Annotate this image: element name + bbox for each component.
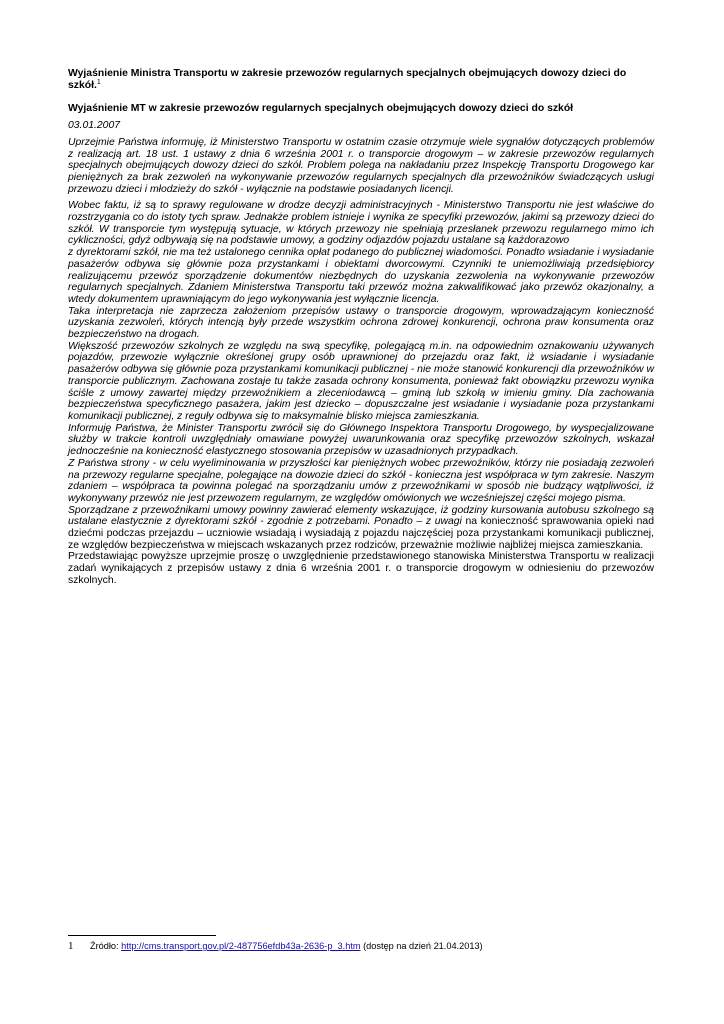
paragraph-3: z dyrektorami szkół, nie ma też ustalonego cennika opłat podanego do publicznej wiadomości. Ponadto wsiadanie i wysiadanie pasażerów odbywa się głównie poza przystankami i obiektami dworcowymi. Czynniki te uniemożliwiają przedsiębiorcy realizującemu przewóz sporządzenie dokumentów niezbędnych do uzyskania zezwolenia na wykonywanie przewozów regularnych specjalnych. Zdaniem Ministerstwa Transportu taki przewóz można zakwalifikować jako przewóz okazjonalny, a wtedy dokumentem uprawniającym do jego wykonywania jest wyłącznie licencja. <box>68 247 654 305</box>
document-body <box>68 68 654 587</box>
footnote-source-link[interactable]: http://cms.transport.gov.pl/2-487756efdb43a-2636-p_3.htm <box>121 941 361 951</box>
document-date: 03.01.2007 <box>68 120 121 132</box>
document-title: Wyjaśnienie Ministra Transportu w zakresie przewozów regularnych specjalnych obejmujących dowozy dzieci do szkół.$^1$ <box>68 68 627 91</box>
paragraph-4: Taka interpretacja nie zaprzecza założeniom przepisów ustawy o transporcie drogowym, wprowadzającym konieczność uzyskania zezwoleń, których intencją były przede wszystkim ochrona zdrowej konkurencji, ochrona praw konsumenta oraz bezpieczeństwo na drogach. <box>68 305 654 341</box>
paragraph-8 <box>68 505 654 552</box>
footnote <box>68 941 654 952</box>
footnote-reference[interactable]: 1 <box>96 78 101 86</box>
footnote-label: Źródło: <box>90 941 122 951</box>
paragraph-8-italic-part: Sporządzane z przewoźnikami umowy powinny zawierać elementy wskazujące, iż godziny kursowania autobusu szkolnego są ustalane elastycznie z dyrektorami szkół - zgodnie z potrzebami. Ponadto – z uwagi <box>68 504 654 528</box>
footnote-access-date: (dostęp na dzień 21.04.2013) <box>360 941 483 951</box>
footnote-divider <box>68 935 216 936</box>
section-heading: Wyjaśnienie MT w zakresie przewozów regularnych specjalnych obejmujących dowozy dzieci do szkół <box>68 103 574 115</box>
paragraph-7: Z Państwa strony - w celu wyeliminowania w przyszłości kar pieniężnych wobec przewoźników, którzy nie posiadają zezwoleń na przewozy regularne specjalne, polegające na dowozie dzieci do szkół - konieczna jest współpraca w tym zakresie. Naszym zdaniem – współpraca ta powinna polegać na sporządzaniu umów z przewoźnikami w sposób nie budzący wątpliwości, iż wykonywany przewóz nie jest przewozem regularnym, ze względów omówionych we wcześniejszej części mojego pisma. <box>68 457 654 504</box>
paragraph-1: Uprzejmie Państwa informuję, iż Ministerstwo Transportu w ostatnim czasie otrzymuje wiele sygnałów dotyczących problemów z realizacją art. 18 ust. 1 ustawy z dnia 6 września 2001 r. o transporcie drogowym – w zakresie przewozów regularnych specjalnych obejmujących dowozy dzieci do szkół. Problem polega na nakładaniu przez Inspekcję Transportu Drogowego kar pieniężnych za brak zezwoleń na wykonywanie przewozów regularnych specjalnych dla przewoźników świadczących usługi przewozu dzieci i młodzieży do szkół - wyłącznie na podstawie posiadanych licencji. <box>68 136 654 195</box>
paragraph-5: Większość przewozów szkolnych ze względu na swą specyfikę, polegającą m.in. na odpowiednim oznakowaniu używanych pojazdów, przewozie wyłącznie określonej grupy osób uprawnionej do przejazdu oraz fakt, iż wsiadanie i wysiadanie pasażerów odbywa się głównie poza przystankami komunikacji publicznej - nie może stanowić konkurencji dla przewoźników w transporcie publicznym. Zachowana zostaje tu także zasada ochrony konsumenta, ponieważ fakt obowiązku przewozu wynika ściśle z umowy zawartej między przewoźnikiem a zleceniodawcą – gminą lub szkołą w imieniu gminy. Dla zachowania bezpieczeństwa specyficznego pasażera, jakim jest dziecko – dopuszczalne jest wsiadanie i wysiadanie poza przystankami komunikacji publicznej, z reguły odbywa się to maksymalnie blisko miejsca zamieszkania. <box>68 340 654 422</box>
paragraph-2: Wobec faktu, iż są to sprawy regulowane w drodze decyzji administracyjnych - Ministerstwo Transportu nie jest właściwe do rozstrzygania co do istoty tych spraw. Jednakże problem istnieje i wynika ze specyfiki przewozów, jakimi są przewozy dzieci do szkół. W transporcie tym występują sytuacje, w których przewozy nie spełniają przesłanek przewozu regularnego mimo ich cykliczności, gdyż odbywają się na podstawie umowy, a godziny odjazdów pojazdu ustalane są każdorazowo <box>68 200 654 247</box>
paragraph-8-regular-part: na konieczność sprawowania opieki nad dziećmi podczas przejazdu – uczniowie wsiadają i wysiadają z pojazdu najczęściej poza przystankami komunikacji publicznej, ze względów bezpieczeństwa w miejscach wskazanych przez rodziców, przeważnie możliwie najbliżej miejsca zamieszkania. <box>68 516 654 551</box>
paragraph-6: Informuję Państwa, że Minister Transportu zwrócił się do Głównego Inspektora Transportu Drogowego, by wyspecjalizowane służby w trakcie kontroli uwzględniały omawiane powyżej uwarunkowania oraz specyfikę przewozów szkolnych, wskazał jednocześnie na konieczność elastycznego stosowania przepisów w uzasadnionych przypadkach. <box>68 422 654 458</box>
footnote-number: 1 <box>68 940 74 952</box>
paragraph-9: Przedstawiając powyższe uprzejmie proszę o uwzględnienie przedstawionego stanowiska Ministerstwa Transportu w realizacji zadań wynikających z przepisów ustawy z dnia 6 września 2001 r. o transporcie drogowym w odniesieniu do przewozów szkolnych. <box>68 551 654 586</box>
